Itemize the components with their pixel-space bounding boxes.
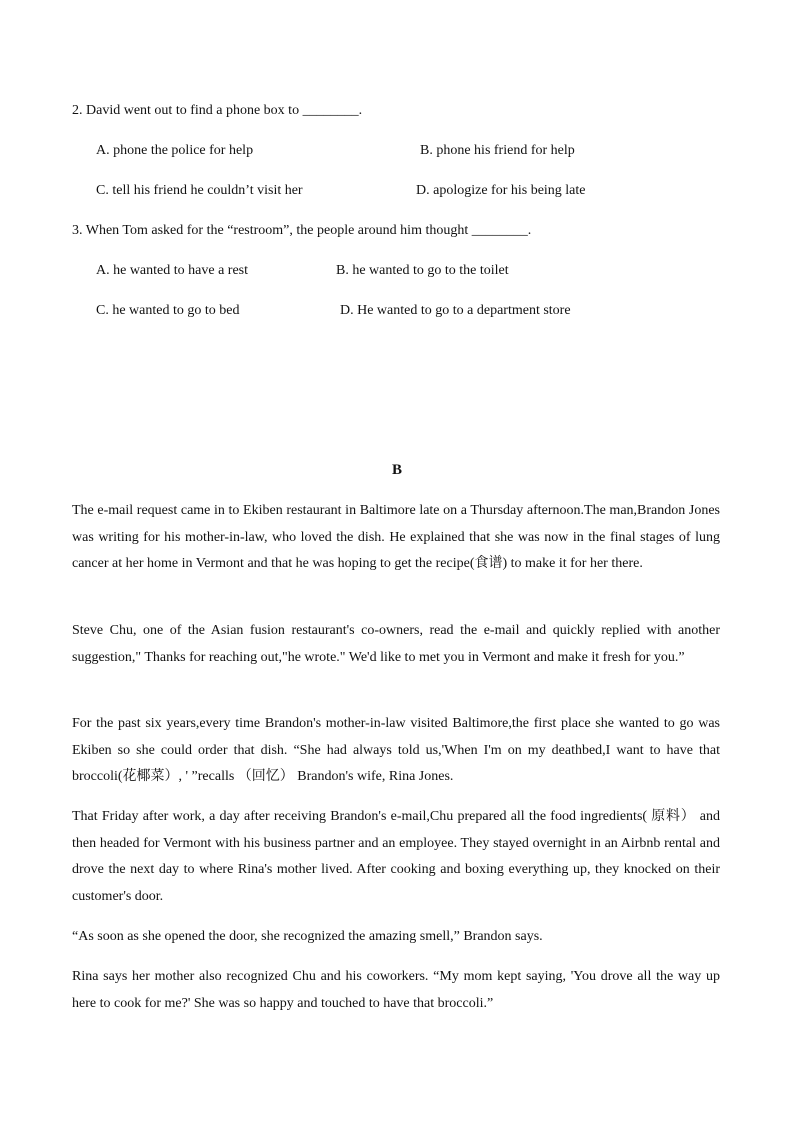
question-2-option-a: A. phone the police for help [96,143,254,158]
question-3-option-d: D. He wanted to go to a department store [340,303,571,318]
passage-paragraph-6: Rina says her mother also recognized Chu and his coworkers. “My mom kept saying, 'You drove all the way up here to cook for me?' She was so happy and touched to have that broccoli.” [72,969,720,1011]
question-2-option-d: D. apologize for his being late [416,183,586,198]
passage-paragraph-2: Steve Chu, one of the Asian fusion restaurant's co-owners, read the e-mail and quickly replied with another suggestion," Thanks for reaching out,"he wrote." We'd like to met you in Vermont and make it fresh for you.” [72,623,720,665]
question-3-stem: 3. When Tom asked for the “restroom”, the people around him thought ________. [72,223,532,238]
question-2-option-b: B. phone his friend for help [420,143,575,158]
passage-paragraph-4: That Friday after work, a day after receiving Brandon's e-mail,Chu prepared all the food ingredients( 原料） and then headed for Vermont with his business partner and an employee. They stayed overnight in an Airbnb rental and drove the next day to where Rina's mother lived. After cooking and boxing everything up, they knocked on their customer's door. [72,809,720,904]
question-3-option-b: B. he wanted to go to the toilet [336,263,509,278]
passage-paragraph-3: For the past six years,every time Brandon's mother-in-law visited Baltimore,the first place she wanted to go was Ekiben so she could order that dish. “She had always told us,'When I'm on my deathbed,I want to have that broccoli(花椰菜）, ' ”recalls （回忆） Brandon's wife, Rina Jones. [72,716,720,785]
passage-paragraph-5: “As soon as she opened the door, she recognized the amazing smell,” Brandon says. [72,929,543,944]
question-3-option-a: A. he wanted to have a rest [96,263,248,278]
question-3-option-c: C. he wanted to go to bed [96,303,240,318]
question-2-stem: 2. David went out to find a phone box to ________. [72,103,363,118]
question-2-option-c: C. tell his friend he couldn’t visit her [96,183,303,198]
passage-heading: B [391,462,402,478]
passage-paragraph-1: The e-mail request came in to Ekiben restaurant in Baltimore late on a Thursday afternoon.The man,Brandon Jones was writing for his mother-in-law, who loved the dish. He explained that she was now in the final stages of lung cancer at her home in Vermont and that he was hoping to get the recipe(食谱) to make it for her there. [72,503,720,572]
